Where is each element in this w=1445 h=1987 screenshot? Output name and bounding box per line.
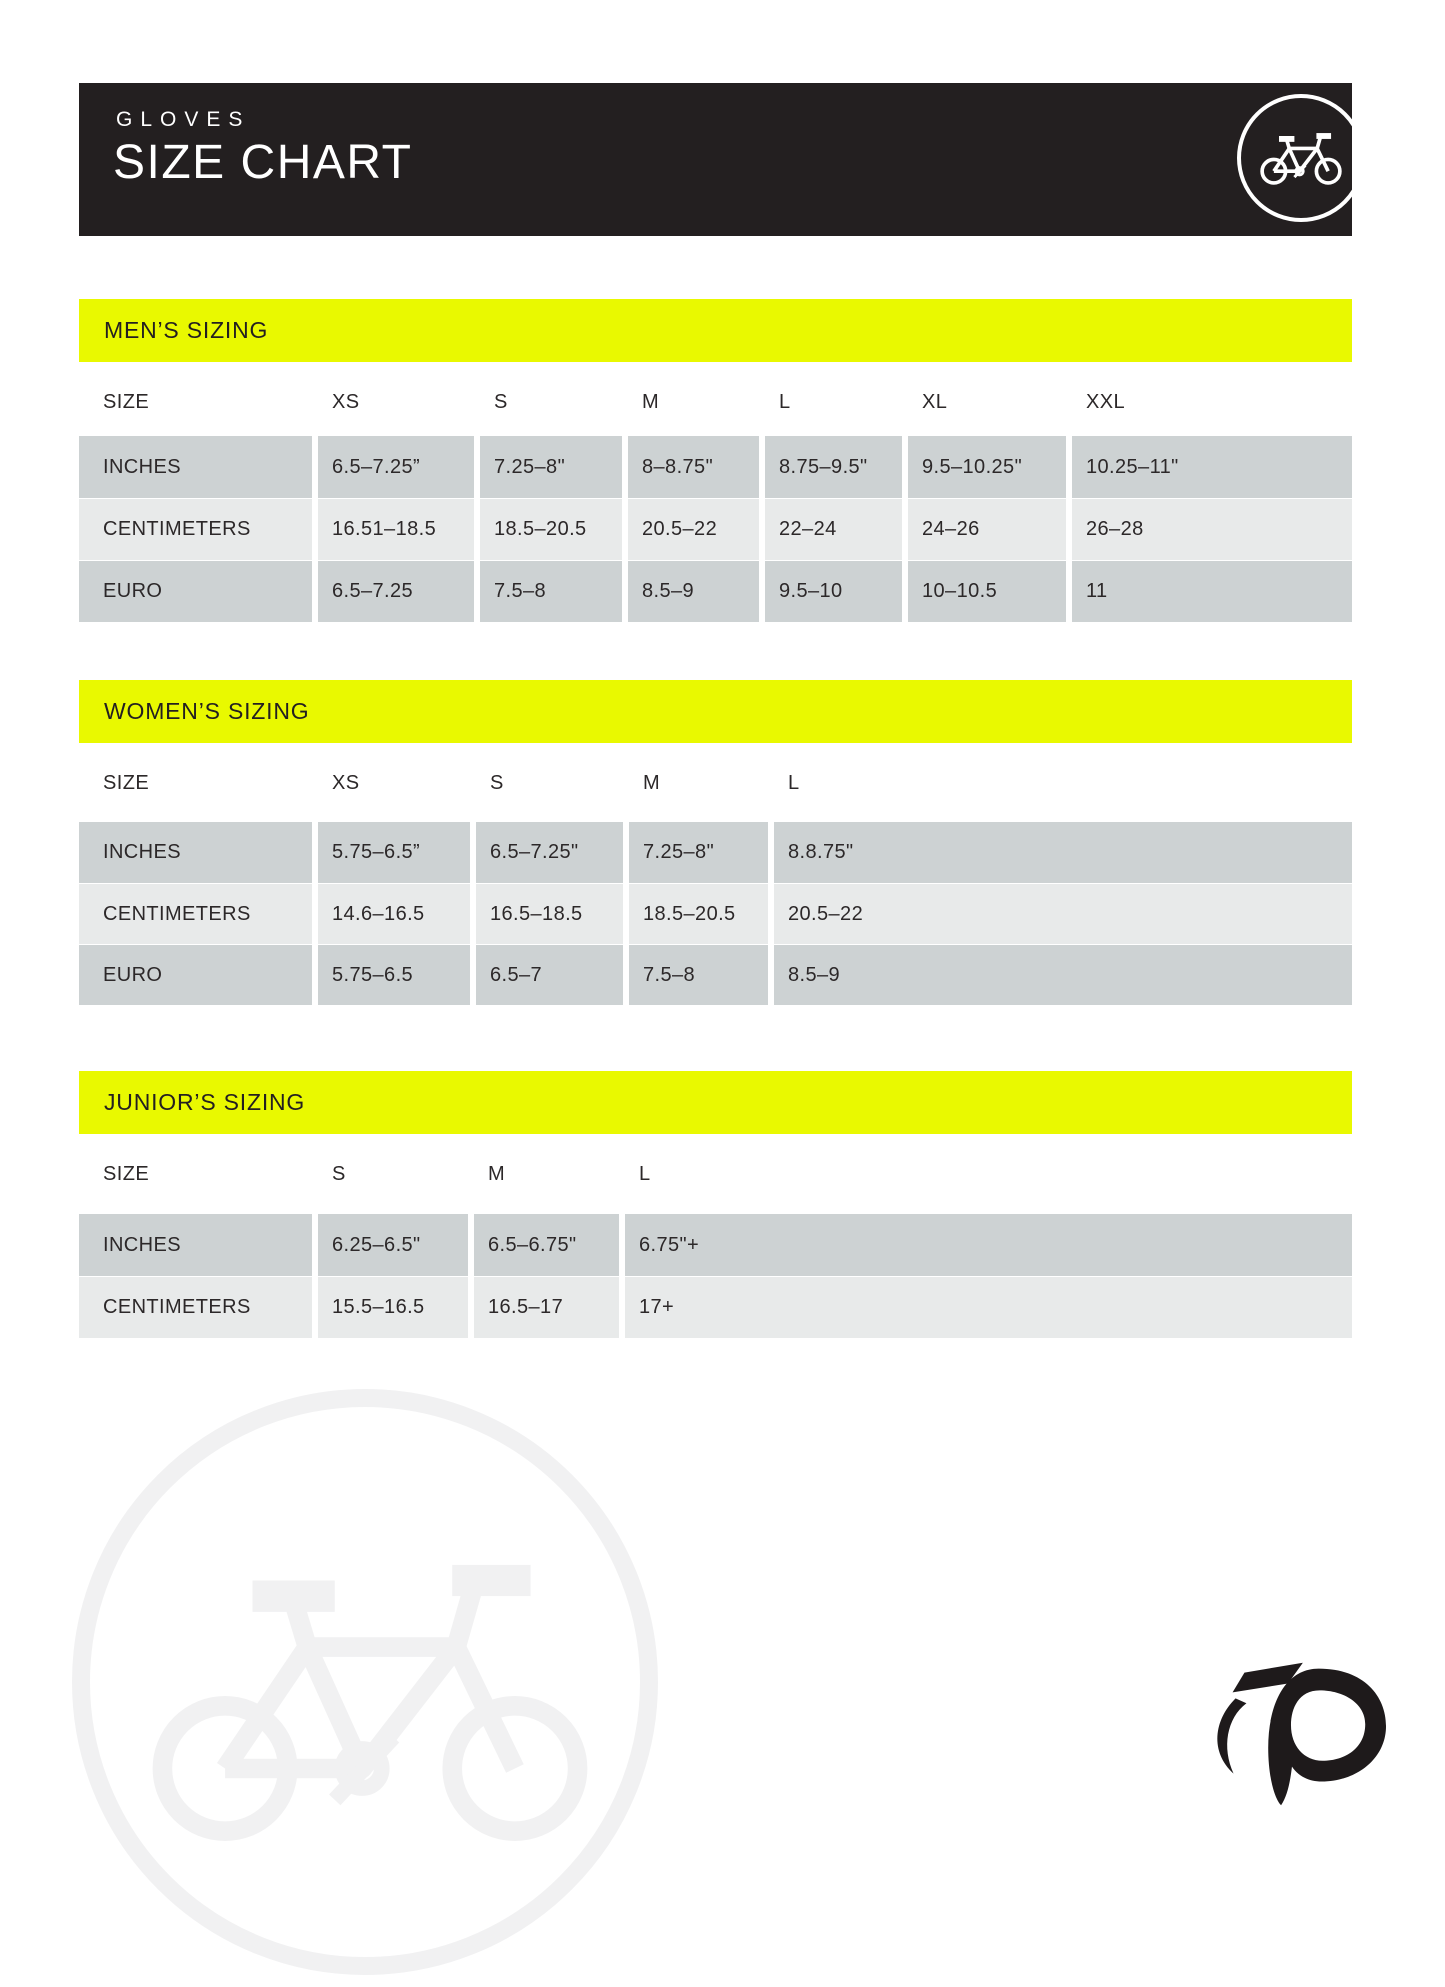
table-cell: 8.5–9 [774,944,1352,1005]
bicycle-icon [1237,94,1352,222]
row-label: CENTIMETERS [79,883,312,944]
table-cell: 6.75"+ [625,1214,1352,1276]
size-column-header: XL [922,390,948,413]
table-cell: 8.75–9.5" [765,436,902,498]
table-cell: 24–26 [908,498,1066,560]
row-label: CENTIMETERS [79,1276,312,1338]
size-header-row-mens [79,380,1352,424]
table-row [79,498,1352,560]
size-column-header: XXL [1086,390,1126,413]
table-cell: 11 [1072,560,1352,622]
row-label: EURO [79,560,312,622]
size-column-header: M [488,1162,506,1185]
table-row [79,1276,1352,1338]
size-header-row-womens [79,761,1352,805]
size-chart-table-womens [79,822,1352,1005]
size-column-header: XS [332,771,360,794]
table-cell: 7.25–8" [480,436,622,498]
table-cell: 9.5–10 [765,560,902,622]
row-label: INCHES [79,822,312,883]
table-cell: 26–28 [1072,498,1352,560]
table-row [79,1214,1352,1276]
table-cell: 6.5–7.25” [318,436,474,498]
size-label: SIZE [103,771,150,794]
table-row [79,944,1352,1005]
table-cell: 7.5–8 [480,560,622,622]
eyebrow-label: GLOVES [116,108,251,131]
section-title: JUNIOR’S SIZING [104,1089,306,1115]
table-row [79,560,1352,622]
section-title: MEN’S SIZING [104,317,269,343]
table-cell: 8.8.75" [774,822,1352,883]
table-row [79,883,1352,944]
size-column-header: S [490,771,504,794]
size-chart-table-mens [79,436,1352,622]
header-banner [79,83,1352,236]
table-cell: 5.75–6.5” [318,822,470,883]
size-column-header: XS [332,390,360,413]
size-label: SIZE [103,390,150,413]
bicycle-watermark [60,1377,670,1987]
size-column-header: S [494,390,508,413]
table-cell: 20.5–22 [774,883,1352,944]
row-label: INCHES [79,1214,312,1276]
table-cell: 18.5–20.5 [629,883,768,944]
row-label: CENTIMETERS [79,498,312,560]
section-title: WOMEN’S SIZING [104,698,310,724]
section-banner-juniors [79,1071,1352,1134]
table-cell: 6.5–6.75" [474,1214,619,1276]
table-cell: 20.5–22 [628,498,759,560]
page-title: SIZE CHART [113,136,413,189]
section-banner-mens [79,299,1352,362]
section-banner-womens [79,680,1352,743]
table-cell: 6.5–7.25" [476,822,623,883]
table-cell: 22–24 [765,498,902,560]
size-chart-table-juniors [79,1214,1352,1338]
table-cell: 7.5–8 [629,944,768,1005]
size-column-header: L [779,390,791,413]
table-row [79,822,1352,883]
row-label: INCHES [79,436,312,498]
table-cell: 7.25–8" [629,822,768,883]
table-cell: 6.5–7 [476,944,623,1005]
table-cell: 8.5–9 [628,560,759,622]
table-cell: 16.5–18.5 [476,883,623,944]
size-label: SIZE [103,1162,150,1185]
row-label: EURO [79,944,312,1005]
table-cell: 15.5–16.5 [318,1276,468,1338]
table-row [79,436,1352,498]
table-cell: 10–10.5 [908,560,1066,622]
table-cell: 5.75–6.5 [318,944,470,1005]
table-cell: 17+ [625,1276,1352,1338]
table-cell: 14.6–16.5 [318,883,470,944]
table-cell: 6.25–6.5" [318,1214,468,1276]
table-cell: 16.5–17 [474,1276,619,1338]
size-column-header: L [639,1162,651,1185]
table-cell: 10.25–11" [1072,436,1352,498]
table-cell: 16.51–18.5 [318,498,474,560]
table-cell: 6.5–7.25 [318,560,474,622]
size-column-header: M [642,390,660,413]
table-cell: 18.5–20.5 [480,498,622,560]
size-column-header: L [788,771,800,794]
size-column-header: S [332,1162,346,1185]
table-cell: 9.5–10.25" [908,436,1066,498]
table-cell: 8–8.75" [628,436,759,498]
size-header-row-juniors [79,1152,1352,1196]
size-column-header: M [643,771,661,794]
pearl-izumi-logo [1190,1658,1388,1808]
